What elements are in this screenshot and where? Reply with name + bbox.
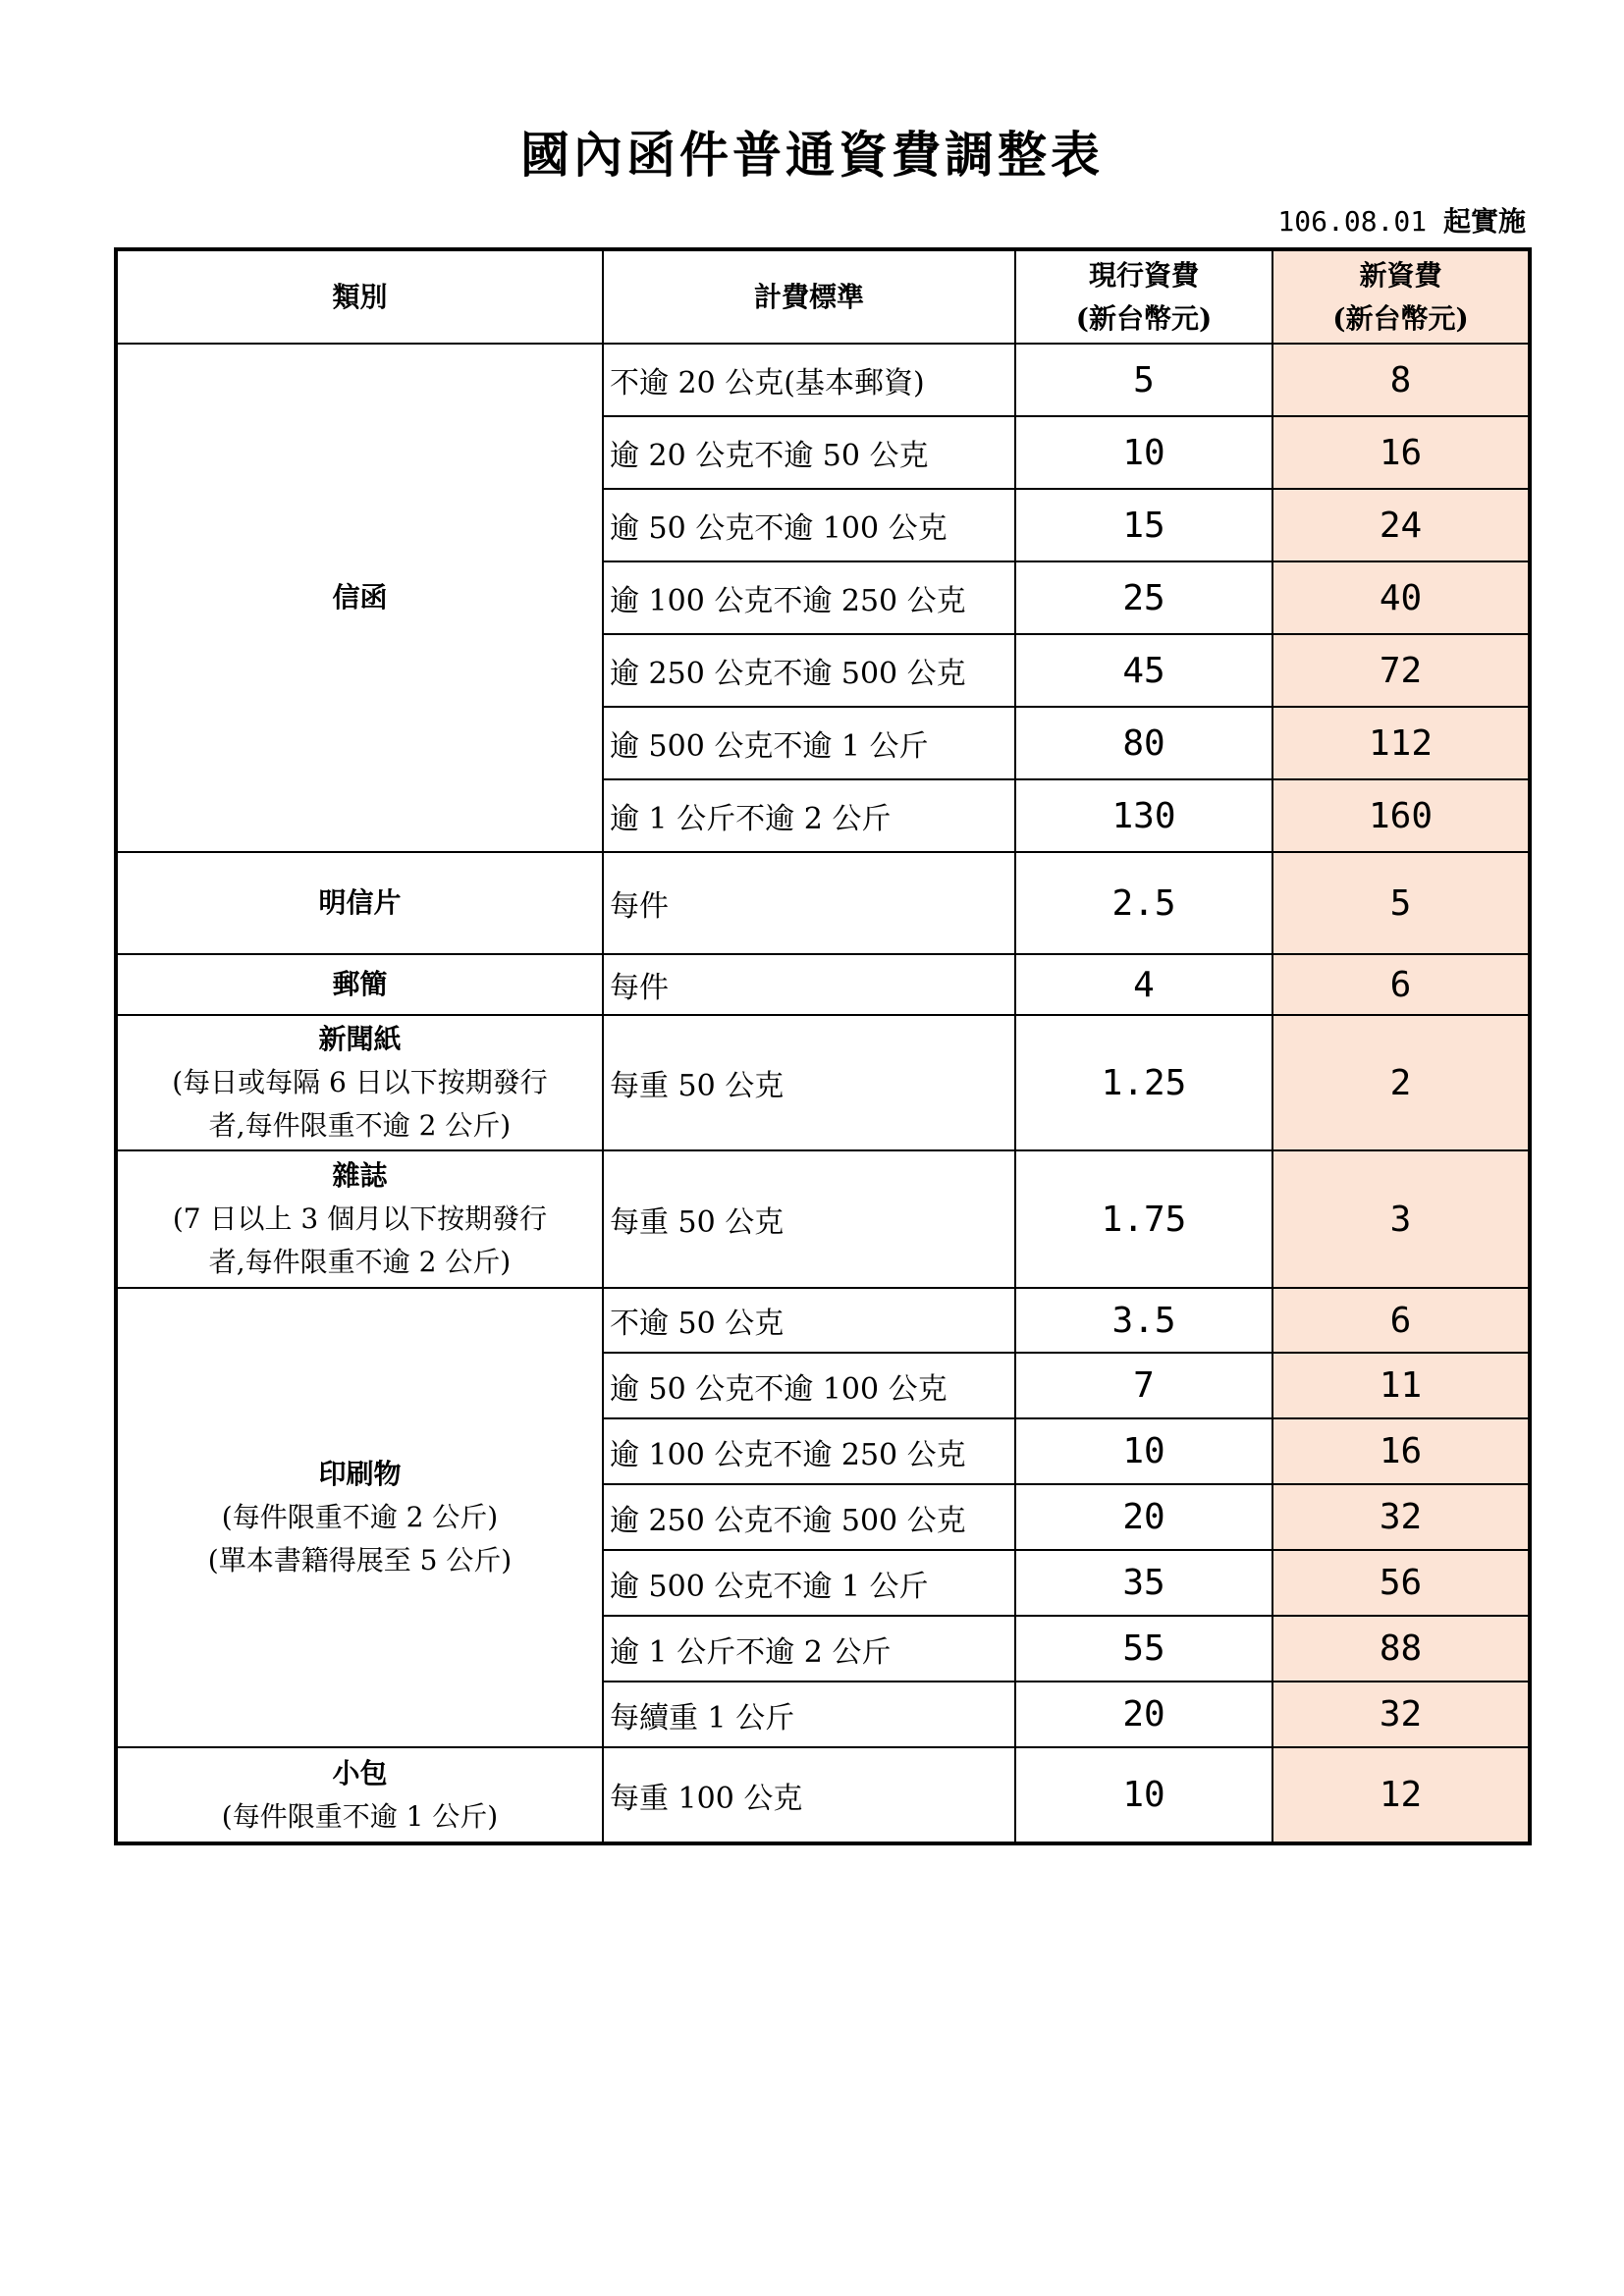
category-cell (116, 1288, 603, 1747)
current-rate-cell: 130 (1015, 779, 1272, 852)
criteria-cell: 每重 50 公克 (603, 1015, 1015, 1150)
category-note: 者,每件限重不逾 2 公斤) (208, 1246, 512, 1278)
category-note: (單本書籍得展至 5 公斤) (207, 1544, 513, 1576)
criteria-cell: 逾 500 公克不逾 1 公斤 (603, 1550, 1015, 1616)
current-rate-cell: 20 (1015, 1484, 1272, 1550)
category-note: 者,每件限重不逾 2 公斤) (208, 1109, 512, 1142)
new-rate-cell: 72 (1272, 634, 1530, 707)
current-rate-cell: 10 (1015, 416, 1272, 489)
criteria-cell: 逾 500 公克不逾 1 公斤 (603, 707, 1015, 779)
criteria-cell: 逾 1 公斤不逾 2 公斤 (603, 1616, 1015, 1682)
category-title: 小包 (332, 1756, 388, 1789)
category-title: 印刷物 (318, 1458, 402, 1490)
table-row (116, 344, 1530, 416)
criteria-cell: 逾 250 公克不逾 500 公克 (603, 634, 1015, 707)
current-rate-cell: 7 (1015, 1353, 1272, 1418)
criteria-cell: 逾 1 公斤不逾 2 公斤 (603, 779, 1015, 852)
current-rate-cell: 1.75 (1015, 1150, 1272, 1288)
category-title: 雜誌 (332, 1159, 388, 1192)
table-row (116, 1015, 1530, 1150)
criteria-cell: 每件 (603, 852, 1015, 954)
new-rate-cell: 6 (1272, 1288, 1530, 1353)
criteria-cell: 逾 50 公克不逾 100 公克 (603, 1353, 1015, 1418)
criteria-cell: 每續重 1 公斤 (603, 1682, 1015, 1747)
criteria-cell: 逾 50 公克不逾 100 公克 (603, 489, 1015, 561)
current-rate-cell: 4 (1015, 954, 1272, 1015)
new-rate-cell: 112 (1272, 707, 1530, 779)
criteria-cell: 每重 100 公克 (603, 1747, 1015, 1843)
category-note: (每件限重不逾 2 公斤) (221, 1501, 499, 1533)
table-row (116, 954, 1530, 1015)
current-rate-cell: 3.5 (1015, 1288, 1272, 1353)
current-rate-cell: 5 (1015, 344, 1272, 416)
category-cell (116, 1150, 603, 1288)
table-row (116, 1288, 1530, 1353)
category-note: (每日或每隔 6 日以下按期發行 (172, 1066, 548, 1098)
category-cell (116, 1015, 603, 1150)
current-rate-cell: 55 (1015, 1616, 1272, 1682)
category-note: (7 日以上 3 個月以下按期發行 (172, 1202, 548, 1235)
new-rate-cell: 56 (1272, 1550, 1530, 1616)
category-title: 郵簡 (332, 968, 388, 1000)
new-rate-cell: 88 (1272, 1616, 1530, 1682)
current-rate-cell: 20 (1015, 1682, 1272, 1747)
new-rate-cell: 8 (1272, 344, 1530, 416)
rate-table (114, 247, 1532, 1845)
new-rate-cell: 16 (1272, 416, 1530, 489)
header-current-rate: 現行資費 (新台幣元) (1015, 249, 1272, 344)
category-note: (每件限重不逾 1 公斤) (221, 1799, 499, 1833)
criteria-cell: 不逾 20 公克(基本郵資) (603, 344, 1015, 416)
new-rate-cell: 2 (1272, 1015, 1530, 1150)
current-rate-cell: 35 (1015, 1550, 1272, 1616)
criteria-cell: 每件 (603, 954, 1015, 1015)
new-rate-cell: 24 (1272, 489, 1530, 561)
current-rate-cell: 25 (1015, 561, 1272, 634)
new-rate-cell: 5 (1272, 852, 1530, 954)
header-category: 類別 (116, 249, 603, 344)
current-rate-cell: 80 (1015, 707, 1272, 779)
new-rate-cell: 32 (1272, 1682, 1530, 1747)
criteria-cell: 不逾 50 公克 (603, 1288, 1015, 1353)
category-cell (116, 954, 603, 1015)
current-rate-cell: 15 (1015, 489, 1272, 561)
category-title: 明信片 (318, 886, 402, 919)
category-cell (116, 852, 603, 954)
table-row (116, 852, 1530, 954)
new-rate-cell: 16 (1272, 1418, 1530, 1484)
header-new-rate: 新資費 (新台幣元) (1272, 249, 1530, 344)
effective-date: 106.08.01 (1277, 205, 1428, 238)
new-rate-cell: 6 (1272, 954, 1530, 1015)
current-rate-cell: 1.25 (1015, 1015, 1272, 1150)
criteria-cell: 每重 50 公克 (603, 1150, 1015, 1288)
new-rate-cell: 32 (1272, 1484, 1530, 1550)
header-criteria: 計費標準 (603, 249, 1015, 344)
new-rate-cell: 40 (1272, 561, 1530, 634)
header-row (116, 249, 1530, 344)
new-rate-cell: 3 (1272, 1150, 1530, 1288)
category-cell (116, 344, 603, 852)
table-row (116, 1747, 1530, 1843)
new-rate-cell: 160 (1272, 779, 1530, 852)
effective-date-note (1277, 200, 1526, 240)
category-cell (116, 1747, 603, 1843)
current-rate-cell: 10 (1015, 1747, 1272, 1843)
table-row (116, 1150, 1530, 1288)
current-rate-cell: 2.5 (1015, 852, 1272, 954)
criteria-cell: 逾 20 公克不逾 50 公克 (603, 416, 1015, 489)
category-title: 信函 (332, 581, 388, 614)
current-rate-cell: 45 (1015, 634, 1272, 707)
criteria-cell: 逾 250 公克不逾 500 公克 (603, 1484, 1015, 1550)
new-rate-cell: 12 (1272, 1747, 1530, 1843)
current-rate-cell: 10 (1015, 1418, 1272, 1484)
criteria-cell: 逾 100 公克不逾 250 公克 (603, 1418, 1015, 1484)
criteria-cell: 逾 100 公克不逾 250 公克 (603, 561, 1015, 634)
category-title: 新聞紙 (318, 1023, 402, 1055)
effective-suffix: 起實施 (1442, 205, 1526, 238)
page-title: 國內函件普通資費調整表 (520, 126, 1104, 184)
new-rate-cell: 11 (1272, 1353, 1530, 1418)
